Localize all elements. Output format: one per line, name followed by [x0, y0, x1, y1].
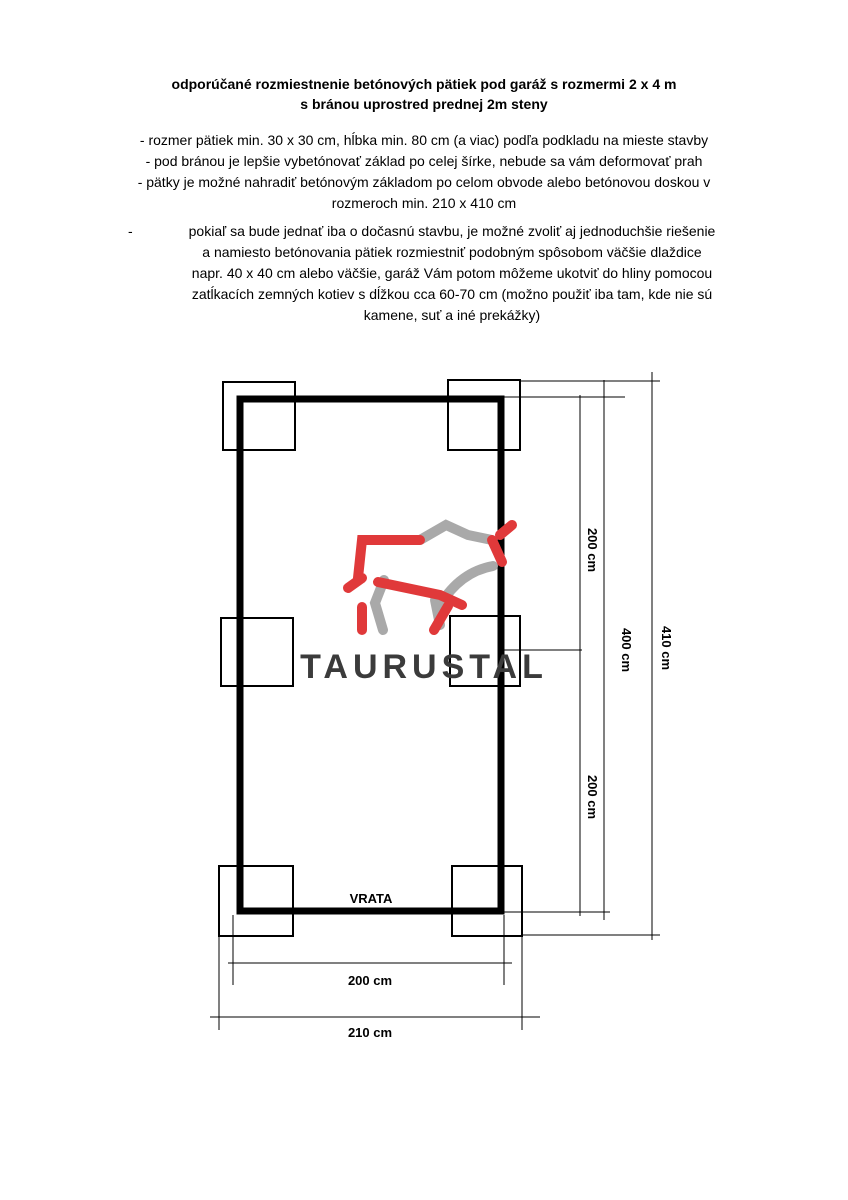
note-line-3: - pätky je možné nahradiť betónovým základom po celom obvode alebo betónovou doskou v [137, 174, 711, 190]
footing-bottom-left [219, 866, 293, 936]
logo-red-strips [348, 525, 512, 630]
note-line-1: - rozmer pätiek min. 30 x 30 cm, hĺbka min. 80 cm (a viac) podľa podkladu na mieste stavby [139, 132, 709, 148]
dim-label-410: 410 cm [659, 625, 674, 671]
bullet-line-3: napr. 40 x 40 cm alebo väčšie, garáž Vám potom môžeme ukotviť do hliny pomocou [191, 265, 713, 281]
bullet-dash: - [128, 223, 133, 239]
bullet-line-4: zatĺkacích zemných kotiev s dĺžkou cca 60-70 cm (možno použiť iba tam, kde nie sú [191, 286, 713, 302]
watermark-brand: TAURUSTAL [300, 648, 548, 686]
note-line-2: - pod bránou je lepšie vybetónovať základ po celej šírke, nebude sa vám deformovať prah [145, 153, 703, 169]
dim-label-210-width: 210 cm [347, 1025, 393, 1040]
logo-strip-red-back [358, 540, 420, 578]
taurustal-logo [300, 525, 548, 686]
dim-label-400: 400 cm [619, 627, 634, 673]
footing-top-right [448, 380, 520, 450]
title-line-1: odporúčané rozmiestnenie betónových pätiek pod garáž s rozmermi 2 x 4 m [171, 76, 677, 92]
bullet-line-1: pokiaľ sa bude jednať iba o dočasnú stavbu, je možné zvoliť aj jednoduchšie riešenie [188, 223, 716, 239]
note-line-4: rozmeroch min. 210 x 410 cm [331, 195, 517, 211]
footing-bottom-right [452, 866, 522, 936]
footing-top-left [223, 382, 295, 450]
dim-label-200-upper: 200 cm [585, 527, 600, 573]
bullet-line-5: kamene, suť a iné prekážky) [363, 307, 541, 323]
title-line-2: s bránou uprostred prednej 2m steny [300, 96, 548, 112]
bullet-line-2: a namiesto betónovania pätiek rozmiestniť podobným spôsobom väčšie dlaždice [202, 244, 702, 260]
logo-strip-gray-back [420, 525, 492, 540]
footing-middle-left [221, 618, 293, 686]
logo-strip-red-tail [348, 578, 362, 588]
gate-label: VRATA [349, 891, 393, 906]
dim-label-200-width: 200 cm [347, 973, 393, 988]
dim-label-200-lower: 200 cm [585, 774, 600, 820]
